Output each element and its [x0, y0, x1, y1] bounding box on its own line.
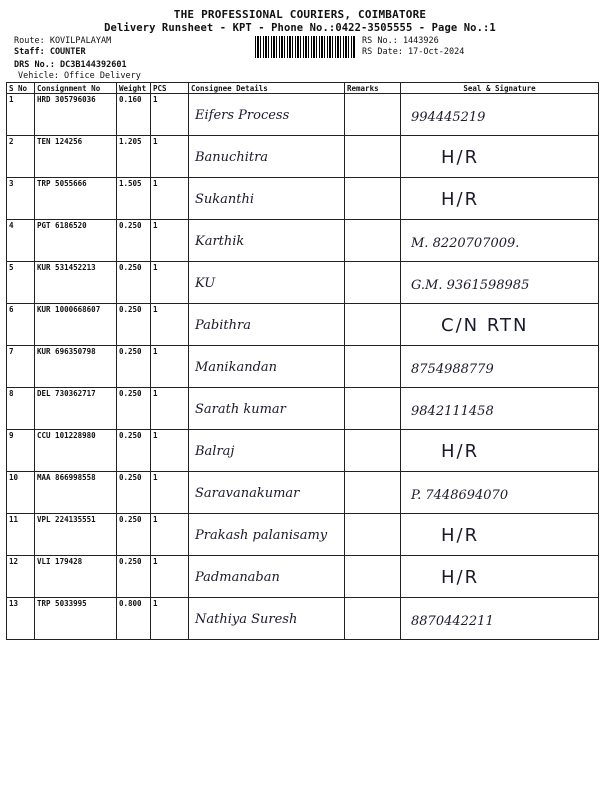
- runsheet-table: [6, 82, 599, 640]
- col-header-sno: S No: [7, 83, 35, 94]
- handed-over-mark: [519, 231, 549, 252]
- cell-consignee-details: Manikandan: [189, 346, 345, 388]
- cell-consignment-no: TEN 124256: [35, 136, 117, 178]
- cell-consignee-details: Eifers Process: [189, 94, 345, 136]
- cell-pcs: 1: [151, 136, 189, 178]
- cell-sno: 4: [7, 220, 35, 262]
- cell-seal-signature: [401, 136, 599, 178]
- cell-weight: 0.800: [117, 598, 151, 640]
- cell-seal-signature: [401, 514, 599, 556]
- cell-seal-signature: [401, 388, 599, 430]
- col-header-signature: Seal & Signature: [401, 83, 599, 94]
- company-title: THE PROFESSIONAL COURIERS, COIMBATORE: [173, 8, 427, 21]
- cell-weight: 1.505: [117, 178, 151, 220]
- cell-weight: 0.250: [117, 430, 151, 472]
- cell-weight: 0.250: [117, 472, 151, 514]
- cell-sno: 11: [7, 514, 35, 556]
- handed-over-mark: [494, 399, 524, 420]
- cell-consignment-no: VPL 224135551: [35, 514, 117, 556]
- col-header-pcs: PCS: [151, 83, 189, 94]
- signature-text: G.M. 9361598985: [411, 277, 530, 293]
- cell-remarks: [345, 556, 401, 598]
- staff-label: Staff: COUNTER: [14, 47, 86, 57]
- col-header-remarks: Remarks: [345, 83, 401, 94]
- cell-remarks: [345, 178, 401, 220]
- cell-sno: 6: [7, 304, 35, 346]
- cell-consignee-details: Padmanaban: [189, 556, 345, 598]
- table-row: [7, 556, 599, 598]
- cell-pcs: 1: [151, 430, 189, 472]
- rs-date: RS Date: 17-Oct-2024: [362, 47, 465, 57]
- table-row: [7, 136, 599, 178]
- handed-over-mark: [485, 105, 515, 126]
- cell-consignee-details: Nathiya Suresh: [189, 598, 345, 640]
- cell-consignee-details: Saravanakumar: [189, 472, 345, 514]
- cell-consignment-no: KUR 531452213: [35, 262, 117, 304]
- cell-sno: 10: [7, 472, 35, 514]
- cell-consignee-details: Sarath kumar: [189, 388, 345, 430]
- cell-seal-signature: [401, 94, 599, 136]
- table-row: [7, 472, 599, 514]
- cell-sno: 13: [7, 598, 35, 640]
- handed-over-mark: C/N RTN: [441, 314, 529, 336]
- col-header-weight: Weight: [117, 83, 151, 94]
- cell-seal-signature: [401, 598, 599, 640]
- cell-consignment-no: CCU 101228980: [35, 430, 117, 472]
- cell-pcs: 1: [151, 262, 189, 304]
- cell-consignment-no: PGT 6186520: [35, 220, 117, 262]
- handed-over-mark: H/R: [441, 188, 480, 210]
- cell-seal-signature: [401, 472, 599, 514]
- cell-seal-signature: [401, 430, 599, 472]
- cell-consignment-no: HRD 305796036: [35, 94, 117, 136]
- signature-text: 994445219: [411, 109, 486, 125]
- cell-sno: 12: [7, 556, 35, 598]
- cell-seal-signature: [401, 346, 599, 388]
- cell-consignee-details: Sukanthi: [189, 178, 345, 220]
- cell-consignment-no: TRP 5055666: [35, 178, 117, 220]
- drs-number: DRS No.: DC3B144392601: [14, 60, 127, 70]
- cell-consignment-no: TRP 5033995: [35, 598, 117, 640]
- cell-pcs: 1: [151, 220, 189, 262]
- handed-over-mark: H/R: [441, 566, 480, 588]
- cell-remarks: [345, 136, 401, 178]
- cell-consignment-no: KUR 696350798: [35, 346, 117, 388]
- cell-consignment-no: DEL 730362717: [35, 388, 117, 430]
- cell-remarks: [345, 514, 401, 556]
- cell-weight: 0.250: [117, 346, 151, 388]
- cell-remarks: [345, 472, 401, 514]
- cell-seal-signature: [401, 220, 599, 262]
- cell-seal-signature: [401, 304, 599, 346]
- cell-consignment-no: VLI 179428: [35, 556, 117, 598]
- table-row: [7, 514, 599, 556]
- cell-consignee-details: Balraj: [189, 430, 345, 472]
- cell-remarks: [345, 346, 401, 388]
- signature-text: 8754988779: [411, 361, 494, 377]
- cell-consignee-details: Prakash palanisamy: [189, 514, 345, 556]
- handed-over-mark: [494, 609, 524, 630]
- signature-text: P. 7448694070: [411, 487, 509, 503]
- cell-sno: 9: [7, 430, 35, 472]
- cell-remarks: [345, 430, 401, 472]
- cell-weight: 0.250: [117, 304, 151, 346]
- cell-weight: 0.250: [117, 220, 151, 262]
- cell-pcs: 1: [151, 472, 189, 514]
- col-header-consignment: Consignment No: [35, 83, 117, 94]
- cell-consignee-details: Banuchitra: [189, 136, 345, 178]
- cell-pcs: 1: [151, 346, 189, 388]
- cell-sno: 7: [7, 346, 35, 388]
- cell-consignment-no: MAA 866998558: [35, 472, 117, 514]
- cell-consignee-details: KU: [189, 262, 345, 304]
- table-row: [7, 178, 599, 220]
- route-label: Route: KOVILPALAYAM: [14, 36, 112, 46]
- cell-pcs: 1: [151, 94, 189, 136]
- table-row: [7, 262, 599, 304]
- cell-remarks: [345, 262, 401, 304]
- vehicle-label: Vehicle: Office Delivery: [18, 71, 141, 81]
- table-row: [7, 94, 599, 136]
- table-row: [7, 346, 599, 388]
- cell-weight: 0.250: [117, 514, 151, 556]
- cell-remarks: [345, 94, 401, 136]
- cell-pcs: 1: [151, 304, 189, 346]
- cell-weight: 0.250: [117, 262, 151, 304]
- col-header-consignee: Consignee Details: [189, 83, 345, 94]
- table-row: [7, 598, 599, 640]
- cell-consignment-no: KUR 1000668607: [35, 304, 117, 346]
- signature-text: 9842111458: [411, 403, 494, 419]
- signature-text: 8870442211: [411, 613, 494, 629]
- cell-remarks: [345, 220, 401, 262]
- rs-number: RS No.: 1443926: [362, 36, 439, 46]
- cell-seal-signature: [401, 262, 599, 304]
- cell-sno: 3: [7, 178, 35, 220]
- handed-over-mark: H/R: [441, 440, 480, 462]
- handed-over-mark: [494, 357, 524, 378]
- signature-text: M. 8220707009.: [411, 235, 520, 251]
- cell-consignee-details: Pabithra: [189, 304, 345, 346]
- cell-sno: 8: [7, 388, 35, 430]
- table-row: [7, 220, 599, 262]
- cell-pcs: 1: [151, 388, 189, 430]
- cell-sno: 1: [7, 94, 35, 136]
- cell-weight: 0.160: [117, 94, 151, 136]
- handed-over-mark: [529, 273, 559, 294]
- cell-seal-signature: [401, 178, 599, 220]
- table-row: [7, 430, 599, 472]
- cell-remarks: [345, 388, 401, 430]
- cell-pcs: 1: [151, 514, 189, 556]
- cell-weight: 0.250: [117, 388, 151, 430]
- table-header-row: [7, 83, 599, 94]
- cell-sno: 2: [7, 136, 35, 178]
- cell-pcs: 1: [151, 556, 189, 598]
- barcode: [255, 36, 355, 58]
- cell-remarks: [345, 304, 401, 346]
- handed-over-mark: [508, 483, 538, 504]
- handed-over-mark: H/R: [441, 146, 480, 168]
- cell-pcs: 1: [151, 598, 189, 640]
- cell-weight: 0.250: [117, 556, 151, 598]
- cell-weight: 1.205: [117, 136, 151, 178]
- handed-over-mark: H/R: [441, 524, 480, 546]
- table-row: [7, 304, 599, 346]
- cell-pcs: 1: [151, 178, 189, 220]
- cell-remarks: [345, 598, 401, 640]
- table-row: [7, 388, 599, 430]
- table-body: [7, 94, 599, 640]
- cell-consignee-details: Karthik: [189, 220, 345, 262]
- cell-seal-signature: [401, 556, 599, 598]
- runsheet-subtitle: Delivery Runsheet - KPT - Phone No.:0422-3505555 - Page No.:1: [104, 22, 496, 34]
- cell-sno: 5: [7, 262, 35, 304]
